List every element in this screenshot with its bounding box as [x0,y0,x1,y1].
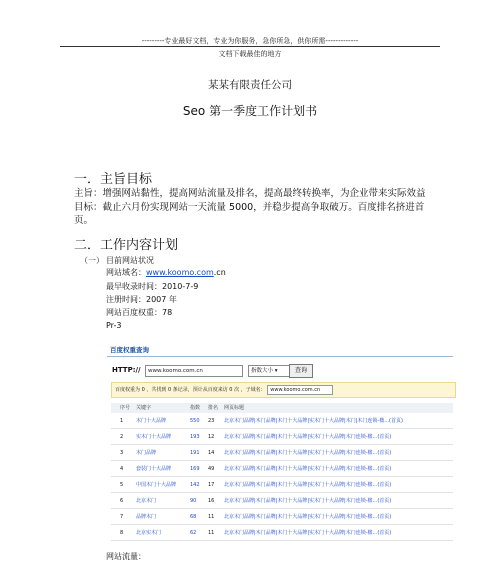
row-index[interactable]: 169 [190,466,200,472]
domain-suffix: .cn [213,268,226,277]
table-row [111,415,453,429]
row-number: 7 [120,514,124,520]
row-keyword-link[interactable]: 中国木门十大品牌 [136,482,177,488]
table-header [111,403,453,413]
row-number: 5 [120,482,124,488]
col-header-rank: 排名 [208,405,219,411]
subsection-number: （一） [80,256,104,265]
row-title-link[interactable]: 北京木门品牌|木门品牌|木门十大品牌|实木门十大品牌|木门连锁-楹...(首页) [224,530,392,536]
panel-divider [107,356,453,357]
table-row [111,431,453,445]
subdomain-select[interactable]: www.koomo.com.cn [267,385,333,395]
row-keyword-link[interactable]: 木门十大品牌 [136,418,167,424]
site-domain-line [106,266,226,279]
row-title-link[interactable]: 北京木门品牌|木门品牌|木门十大品牌|实木门十大品牌|木门连锁-楹...(首页) [224,434,392,440]
row-rank: 17 [208,482,215,488]
result-summary [111,382,456,398]
row-keyword-link[interactable]: 实木门十大品牌 [136,434,172,440]
row-index[interactable]: 193 [190,434,200,440]
col-header-index: 指数 [190,405,201,411]
row-rank: 11 [208,514,215,520]
row-rank: 49 [208,466,215,472]
row-index[interactable]: 90 [190,498,197,504]
register-time: 注册时间：2007 年 [106,295,177,304]
row-title-link[interactable]: 北京木门品牌|木门品牌|木门十大品牌|实木门十大品牌|木门连锁-楹...(首页) [224,514,392,520]
row-title-link[interactable]: 北京木门品牌|木门品牌|木门十大品牌|实木门十大品牌|木门|木门连锁-楹...(首页) [224,418,403,424]
row-index[interactable]: 191 [190,450,200,456]
row-rank: 11 [208,530,215,536]
row-keyword-link[interactable]: 北京木门 [136,498,157,504]
sort-select-value: 指数大小 [251,368,274,374]
col-header-no: 序号 [120,405,131,411]
chevron-down-icon: ▾ [274,368,278,374]
row-title-link[interactable]: 北京木门品牌|木门品牌|木门十大品牌|实木门十大品牌|木门连锁-楹...(首页) [224,466,392,472]
row-rank: 23 [208,418,215,424]
row-title-link[interactable]: 北京木门品牌|木门品牌|木门十大品牌|实木门十大品牌|木门连锁-楹...(首页) [224,498,392,504]
subsection-title: 目前网站状况 [106,256,154,265]
domain-link[interactable]: www.koomo.com [146,268,214,277]
row-keyword-link[interactable]: 北京实木门 [136,530,162,536]
header-divider [60,46,440,47]
section-heading-plan: 二．工作内容计划 [74,238,179,253]
table-row [111,447,453,461]
row-keyword-link[interactable]: 套装门十大品牌 [136,466,172,472]
table-row [111,463,453,477]
row-rank: 14 [208,450,215,456]
baidu-weight: 网站百度权重：78 [106,308,173,317]
row-number: 2 [120,434,124,440]
query-button[interactable]: 查询 [289,364,313,378]
row-number: 3 [120,450,124,456]
header-tagline: ---------专业最好文档，专业为你服务，急你所急，供你所需------------- [141,37,359,45]
row-index[interactable]: 550 [190,418,200,424]
row-keyword-link[interactable]: 品牌木门 [136,514,157,520]
company-name: 某某有限责任公司 [208,79,292,91]
sort-select[interactable] [248,365,290,377]
row-index[interactable]: 62 [190,530,197,536]
pagerank: Pr-3 [106,321,122,330]
row-rank: 16 [208,498,215,504]
site-traffic-label: 网站流量： [106,552,146,561]
summary-text: 百度权重为 0 ，共找到 0 条记录，预计从百度来访 0 次 ，子域名： [115,387,266,393]
header-subtitle: 文档下载最佳的地方 [218,50,282,58]
row-number: 1 [120,418,124,424]
row-keyword-link[interactable]: 木门品牌 [136,450,157,456]
col-header-title: 网页标题 [224,405,245,411]
domain-label: 网站域名： [106,268,146,277]
crawl-time: 最早收录时间：2010-7-9 [106,282,199,291]
panel-title: 百度权重查询 [110,346,149,354]
weight-query-screenshot [107,340,453,543]
http-label: HTTP:// [112,366,141,374]
row-number: 6 [120,498,124,504]
row-title-link[interactable]: 北京木门品牌|木门品牌|木门十大品牌|实木门十大品牌|木门连锁-楹...(首页) [224,450,392,456]
row-index[interactable]: 68 [190,514,197,520]
row-rank: 12 [208,434,215,440]
table-row [111,527,453,541]
table-row [111,495,453,509]
url-input[interactable]: www.koomo.com.cn [145,365,243,377]
table-row [111,479,453,493]
goal-paragraph-target: 目标：截止六月份实现网站一天流量 5000，并稳步提高争取破万。百度排名挤进首页。 [74,202,425,226]
row-number: 4 [120,466,124,472]
row-number: 8 [120,530,124,536]
section-heading-goals: 一．主旨目标 [74,172,153,187]
goal-paragraph-main: 主旨：增强网站黏性，提高网站流量及排名，提高最终转换率，为企业带来实际效益 [74,188,426,199]
row-title-link[interactable]: 北京木门品牌|木门品牌|木门十大品牌|实木门十大品牌|木门连锁-楹...(首页) [224,482,392,488]
row-index[interactable]: 142 [190,482,200,488]
col-header-keyword: 关键字 [136,405,152,411]
document-title: Seo 第一季度工作计划书 [182,104,318,118]
table-row [111,511,453,525]
